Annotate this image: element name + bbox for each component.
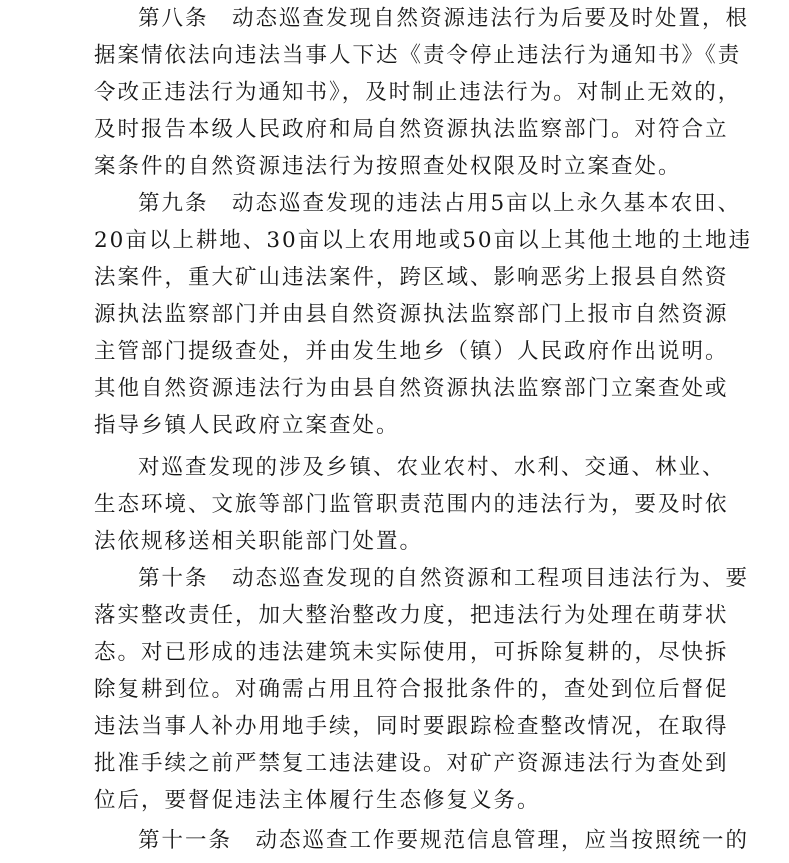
text-line: 批准手续之前严禁复工违法建设。对矿产资源违法行为查处到: [94, 751, 729, 776]
text-line: 生态环境、文旅等部门监管职责范围内的违法行为，要及时依: [94, 492, 729, 517]
text-line: 及时报告本级人民政府和局自然资源执法监察部门。对符合立: [94, 117, 729, 142]
text-line: 对巡查发现的涉及乡镇、农业农村、水利、交通、林业、: [138, 455, 726, 480]
text-line: 其他自然资源违法行为由县自然资源执法监察部门立案查处或: [94, 376, 729, 401]
text-line: 源执法监察部门并由县自然资源执法监察部门上报市自然资源: [94, 302, 729, 327]
text-line: 法依规移送相关职能部门处置。: [94, 529, 424, 554]
text-line: 第九条 动态巡查发现的违法占用5亩以上永久基本农田、: [138, 191, 742, 216]
text-line: 案条件的自然资源违法行为按照查处权限及时立案查处。: [94, 154, 682, 179]
text-line: 位后，要督促违法主体履行生态修复义务。: [94, 788, 541, 813]
text-line: 20亩以上耕地、30亩以上农用地或50亩以上其他土地的土地违: [94, 228, 753, 253]
text-line: 第八条 动态巡查发现自然资源违法行为后要及时处置，根: [138, 6, 750, 31]
text-line: 第十条 动态巡查发现的自然资源和工程项目违法行为、要: [138, 566, 750, 591]
text-line: 指导乡镇人民政府立案查处。: [94, 413, 400, 438]
text-line: 法案件，重大矿山违法案件，跨区域、影响恶劣上报县自然资: [94, 265, 729, 290]
text-line: 据案情依法向违法当事人下达《责令停止违法行为通知书》《责: [94, 43, 742, 68]
text-line: 除复耕到位。对确需占用且符合报批条件的，查处到位后督促: [94, 677, 729, 702]
text-line: 第十一条 动态巡查工作要规范信息管理，应当按照统一的: [138, 828, 750, 853]
text-line: 态。对已形成的违法建筑未实际使用，可拆除复耕的，尽快拆: [94, 640, 729, 665]
text-line: 主管部门提级查处，并由发生地乡（镇）人民政府作出说明。: [94, 339, 729, 364]
text-line: 令改正违法行为通知书》，及时制止违法行为。对制止无效的，: [94, 80, 742, 105]
text-line: 落实整改责任，加大整治整改力度，把违法行为处理在萌芽状: [94, 603, 729, 628]
text-line: 违法当事人补办用地手续，同时要跟踪检查整改情况，在取得: [94, 714, 729, 739]
